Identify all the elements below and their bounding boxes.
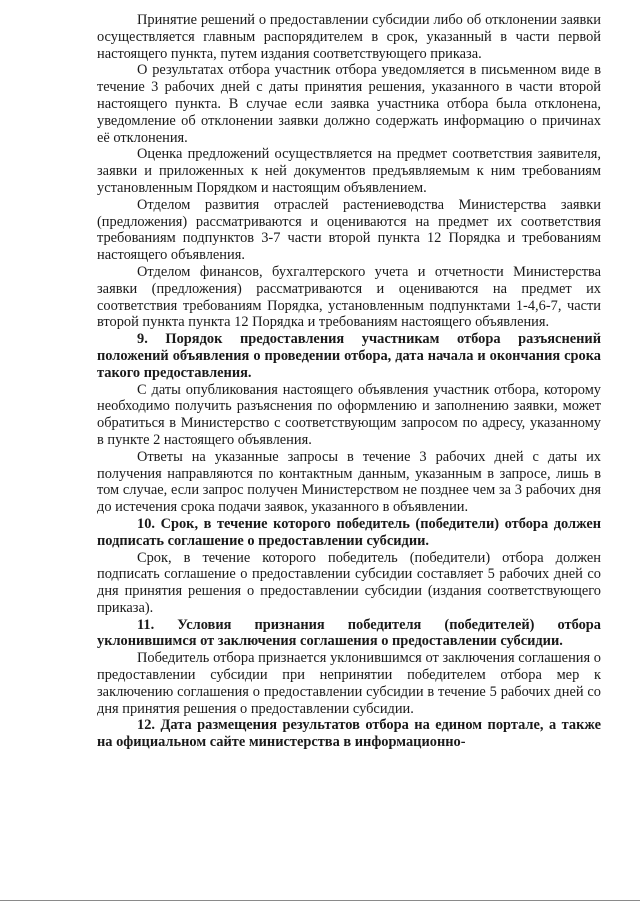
section-heading-10: 10. Срок, в течение которого победитель (победители) отбора должен подписать соглашение о предоставлении субсидии.	[97, 515, 601, 549]
paragraph-finance-department: Отделом финансов, бухгалтерского учета и отчетности Министерства заявки (предложения) рассматриваются и оцениваются на предмет их соответствия требованиям Порядка, установленным подпунктами 1-4,6-7, части второй пункта пункта 12 Порядка и требованиям настоящего объявления.	[97, 263, 601, 331]
paragraph-signing-term: Срок, в течение которого победитель (победители) отбора должен подписать соглашение о предоставлении субсидии составляет 5 рабочих дней со дня принятия решения о предоставлении субсидии (издания соответствующего приказа).	[97, 549, 601, 616]
paragraph-crop-department: Отделом развития отраслей растениеводства Министерства заявки (предложения) рассматриваются и оцениваются на предмет их соответствия требованиям подпунктов 3-7 части второй пункта 12 Порядка и требованиям настоящего объявления.	[97, 196, 601, 264]
section-heading-9: 9. Порядок предоставления участникам отбора разъяснений положений объявления о проведении отбора, дата начала и окончания срока такого предоставления.	[97, 331, 601, 381]
paragraph-evasion-conditions: Победитель отбора признается уклонившимся от заключения соглашения о предоставлении субсидии при непринятии победителем отбора мер к заключению соглашения о предоставлении субсидии в течение 5 рабочих дней со дня принятия решения о предоставлении субсидии.	[97, 650, 601, 717]
paragraph-clarification-answers: Ответы на указанные запросы в течение 3 рабочих дней с даты их получения направляются по контактным данным, указанным в запросе, лишь в том случае, если запрос получен Министерством не позднее чем за 3 рабочих дня до истечения срока подачи заявок, указанного в объявлении.	[97, 448, 601, 516]
paragraph-notification: О результатах отбора участник отбора уведомляется в письменном виде в течение 3 рабочих дней с даты принятия решения, указанного в части второй настоящего пункта. В случае если заявка участника отбора была отклонена, уведомление об отклонении заявки должно содержать информацию о причинах её отклонения.	[97, 62, 601, 146]
paragraph-evaluation: Оценка предложений осуществляется на предмет соответствия заявителя, заявки и приложенных к ней документов предъявляемым к ним требованиям установленным Порядком и настоящим объявлением.	[97, 146, 601, 196]
paragraph-clarification-request: С даты опубликования настоящего объявления участник отбора, которому необходимо получить разъяснения по оформлению и заполнению заявки, может обратиться в Министерство с соответствующим запросом по адресу, указанному в пункте 2 настоящего объявления.	[97, 381, 601, 448]
section-heading-12: 12. Дата размещения результатов отбора на едином портале, а также на официальном сайте министерства в информационно-	[97, 717, 601, 751]
paragraph-decision-terms: Принятие решений о предоставлении субсидии либо об отклонении заявки осуществляется главным распорядителем в срок, указанный в части первой настоящего пункта, путем издания соответствующего приказа.	[97, 12, 601, 62]
document-page	[97, 12, 601, 751]
page-bottom-rule	[0, 900, 640, 901]
section-heading-11: 11. Условия признания победителя (победителей) отбора уклонившимся от заключения соглашения о предоставлении субсидии.	[97, 616, 601, 650]
